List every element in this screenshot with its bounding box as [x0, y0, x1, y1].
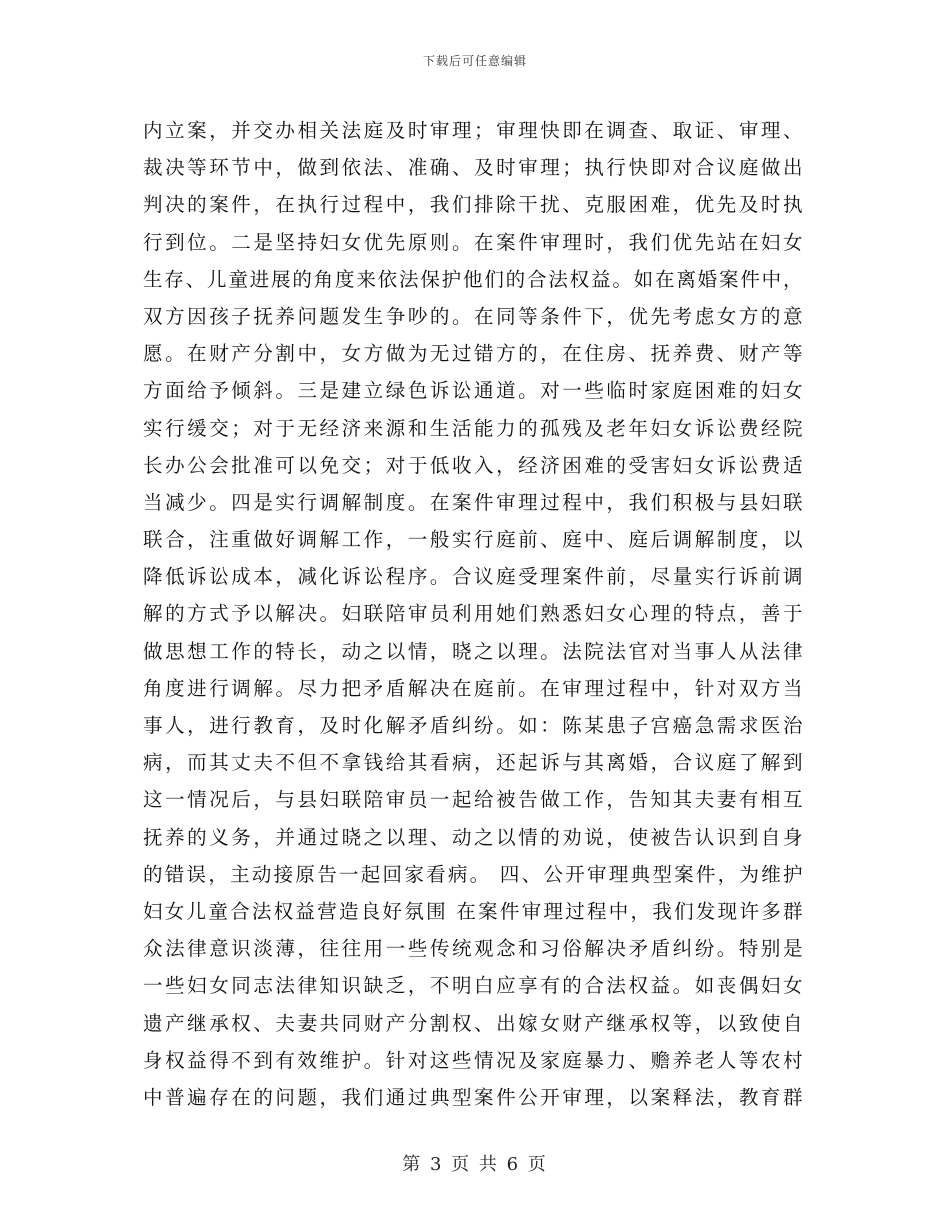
body-line: 妇女儿童合法权益营造良好氛围 在案件审理过程中，我们发现许多群 — [143, 899, 803, 923]
body-line: 一些妇女同志法律知识缺乏，不明白应享有的合法权益。如丧偶妇女 — [143, 974, 803, 998]
body-line: 的错误，主动接原告一起回家看病。 四、公开审理典型案件，为维护 — [143, 862, 803, 886]
body-line: 长办公会批准可以免交；对于低收入，经济困难的受害妇女诉讼费适 — [143, 453, 803, 477]
body-line: 做思想工作的特长，动之以情，晓之以理。法院法官对当事人从法律 — [143, 639, 803, 663]
body-line: 角度进行调解。尽力把矛盾解决在庭前。在审理过程中，针对双方当 — [143, 676, 803, 700]
body-line: 抚养的义务，并通过晓之以理、动之以情的劝说，使被告认识到自身 — [143, 825, 803, 849]
body-line: 愿。在财产分割中，女方做为无过错方的，在住房、抚养费、财产等 — [143, 342, 803, 366]
body-line: 事人，进行教育，及时化解矛盾纠纷。如：陈某患子宫癌急需求医治 — [143, 714, 803, 737]
page-header-note: 下载后可任意编辑 — [422, 54, 527, 68]
body-line: 中普遍存在的问题，我们通过典型案件公开审理，以案释法，教育群 — [143, 1085, 803, 1109]
body-line: 降低诉讼成本，减化诉讼程序。合议庭受理案件前，尽量实行诉前调 — [143, 565, 803, 589]
body-line: 行到位。二是坚持妇女优先原则。在案件审理时，我们优先站在妇女 — [143, 230, 803, 254]
body-line: 联合，注重做好调解工作，一般实行庭前、庭中、庭后调解制度，以 — [143, 528, 803, 552]
body-line: 裁决等环节中，做到依法、准确、及时审理；执行快即对合议庭做出 — [143, 156, 803, 180]
body-line: 身权益得不到有效维护。针对这些情况及家庭暴力、赡养老人等农村 — [143, 1048, 803, 1072]
body-line: 解的方式予以解决。妇联陪审员利用她们熟悉妇女心理的特点，善于 — [143, 602, 803, 626]
body-line: 双方因孩子抚养问题发生争吵的。在同等条件下，优先考虑女方的意 — [143, 304, 803, 328]
body-line: 病，而其丈夫不但不拿钱给其看病，还起诉与其离婚，合议庭了解到 — [143, 751, 803, 775]
body-line: 当减少。四是实行调解制度。在案件审理过程中，我们积极与县妇联 — [143, 490, 803, 514]
document-body — [143, 112, 803, 1116]
page-number: 第 3 页 共 6 页 — [402, 1154, 548, 1175]
body-line: 生存、儿童进展的角度来依法保护他们的合法权益。如在离婚案件中， — [143, 267, 803, 291]
body-line: 实行缓交；对于无经济来源和生活能力的孤残及老年妇女诉讼费经院 — [143, 416, 803, 440]
body-line: 遗产继承权、夫妻共同财产分割权、出嫁女财产继承权等，以致使自 — [143, 1011, 803, 1035]
body-line: 方面给予倾斜。三是建立绿色诉讼通道。对一些临时家庭困难的妇女 — [143, 379, 803, 403]
body-line: 众法律意识淡薄，往往用一些传统观念和习俗解决矛盾纠纷。特别是 — [143, 937, 803, 961]
body-line: 内立案，并交办相关法庭及时审理；审理快即在调查、取证、审理、 — [143, 119, 803, 142]
body-line: 判决的案件，在执行过程中，我们排除干扰、克服困难，优先及时执 — [143, 193, 803, 217]
body-line: 这一情况后，与县妇联陪审员一起给被告做工作，告知其夫妻有相互 — [143, 788, 803, 812]
